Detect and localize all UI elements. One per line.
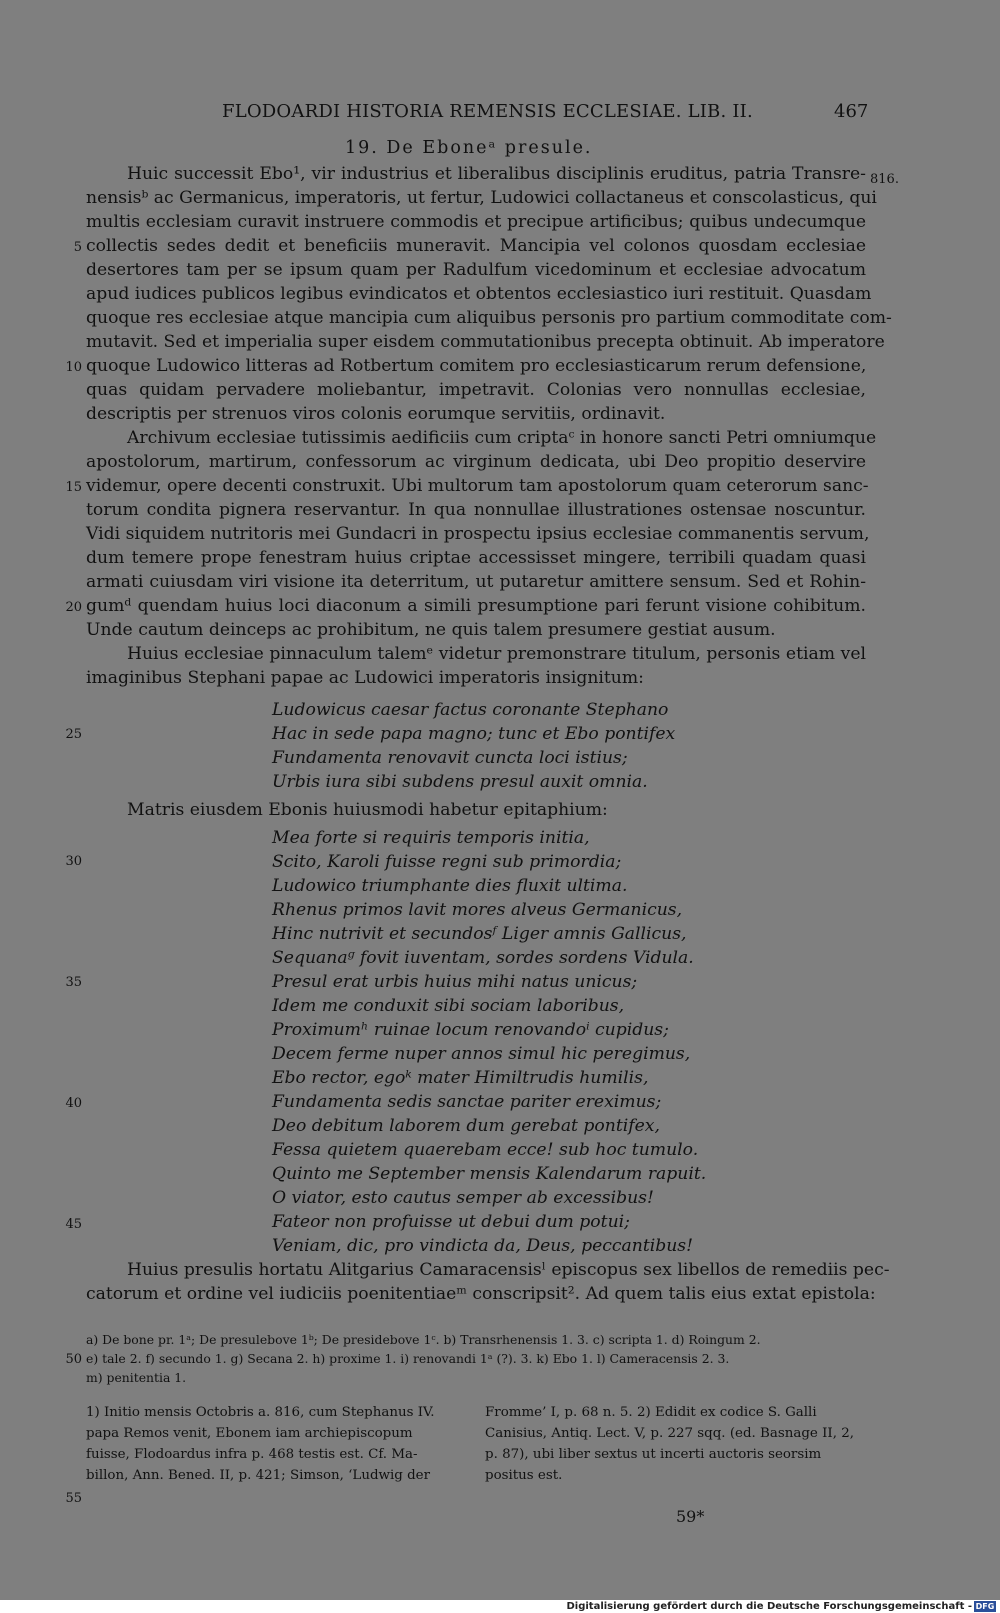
verse-line: Proximumʰ ruinae locum renovandoⁱ cupidus;	[272, 1020, 669, 1040]
variant-note: a) De bone pr. 1ᵃ; De presulebove 1ᵇ; De presidebove 1ᶜ. b) Transrhenensis 1. 3. c) scripta 1. d) Roingum 2.	[86, 1332, 761, 1347]
verse-line: Fateor non profuisse ut debui dum potui;	[272, 1212, 630, 1232]
verse-line: Quinto me September mensis Kalendarum rapuit.	[272, 1164, 707, 1184]
body-line: multis ecclesiam curavit instruere commodis et precipue artificibus; quibus undecumque	[86, 212, 866, 232]
body-line: apostolorum, martirum, confessorum ac virginum dedicata, ubi Deo propitio deservire	[86, 452, 866, 472]
verse-line: Rhenus primos lavit mores alveus Germanicus,	[272, 900, 683, 920]
body-line: quas quidam pervadere moliebantur, impetravit. Colonias vero nonnullas ecclesiae,	[86, 380, 866, 400]
body-line: nensisᵇ ac Germanicus, imperatoris, ut fertur, Ludowici collactaneus et conscolasticus, qui	[86, 188, 877, 208]
body-line: Unde cautum deinceps ac prohibitum, ne quis talem presumere gestiat ausum.	[86, 620, 776, 640]
line-number: 10	[65, 360, 82, 375]
footnote-line: 1) Initio mensis Octobris a. 816, cum Stephanus IV.	[86, 1405, 435, 1420]
body-line: descriptis per strenuos viros colonis eorumque servitiis, ordinavit.	[86, 404, 666, 424]
verse-line: Veniam, dic, pro vindicta da, Deus, peccantibus!	[272, 1236, 694, 1256]
dfg-logo: DFG	[975, 1602, 995, 1611]
line-number: 5	[73, 240, 82, 255]
body-line: torum condita pignera reservantur. In qua nonnullae illustrationes ostensae noscuntur.	[86, 500, 866, 520]
line-number: 20	[65, 600, 82, 615]
funding-credit: Digitalisierung gefördert durch die Deutsche Forschungsgemeinschaft -	[566, 1601, 972, 1612]
footnote-line: Canisius, Antiq. Lect. V, p. 227 sqq. (ed. Basnage II, 2,	[485, 1426, 854, 1441]
footnote-line: positus est.	[485, 1468, 563, 1483]
body-line: mutavit. Sed et imperialia super eisdem commutationibus precepta obtinuit. Ab imperatore	[86, 332, 885, 352]
verse-line: Hinc nutrivit et secundosᶠ Liger amnis Gallicus,	[272, 924, 687, 944]
body-line: Huius ecclesiae pinnaculum talemᵉ videtur premonstrare titulum, personis etiam vel	[127, 644, 866, 664]
line-number: 55	[65, 1491, 82, 1506]
body-line: dum temere prope fenestram huius criptae accessisset mingere, terribili quadam quasi	[86, 548, 866, 568]
verse-line: Scito, Karoli fuisse regni sub primordia;	[272, 852, 622, 872]
closing-line: Huius presulis hortatu Alitgarius Camaracensisˡ episcopus sex libellos de remediis pec-	[127, 1260, 890, 1280]
verse-line: O viator, esto cautus semper ab excessibus!	[272, 1188, 654, 1208]
epitaph-intro: Matris eiusdem Ebonis huiusmodi habetur epitaphium:	[127, 800, 608, 820]
verse-line: Idem me conduxit sibi sociam laboribus,	[272, 996, 625, 1016]
chapter-title: 19. De Eboneᵃ presule.	[345, 138, 593, 158]
body-line: quoque Ludowico litteras ad Rotbertum comitem pro ecclesiasticarum rerum defensione,	[86, 356, 867, 376]
closing-line: catorum et ordine vel iudiciis poenitentiaeᵐ conscripsit². Ad quem talis eius extat epistola:	[86, 1284, 876, 1304]
verse-line: Fessa quietem quaerebam ecce! sub hoc tumulo.	[272, 1140, 699, 1160]
signature-mark: 59*	[676, 1507, 705, 1526]
running-title: FLODOARDI HISTORIA REMENSIS ECCLESIAE. LIB. II.	[222, 101, 753, 122]
footnote-line: billon, Ann. Bened. II, p. 421; Simson, ‘Ludwig der	[86, 1468, 430, 1483]
line-number: 30	[65, 854, 82, 869]
body-line: Huic successit Ebo¹, vir industrius et liberalibus disciplinis eruditus, patria Transre-	[127, 164, 866, 184]
line-number: 40	[65, 1096, 82, 1111]
verse-line: Sequanaᵍ fovit iuventam, sordes sordens Vidula.	[272, 948, 694, 968]
body-line: Archivum ecclesiae tutissimis aedificiis cum criptaᶜ in honore sancti Petri omniumque	[127, 428, 877, 448]
verse-line: Ludowico triumphante dies fluxit ultima.	[272, 876, 628, 896]
body-line: desertores tam per se ipsum quam per Radulfum vicedominum et ecclesiae advocatum	[86, 260, 866, 280]
body-line: Vidi siquidem nutritoris mei Gundacri in prospectu ipsius ecclesiae commanentis servum,	[86, 524, 870, 544]
verse-line: Deo debitum laborem dum gerebat pontifex,	[272, 1116, 660, 1136]
verse-line: Presul erat urbis huius mihi natus unicus;	[272, 972, 638, 992]
body-line: collectis sedes dedit et beneficiis muneravit. Mancipia vel colonos quosdam ecclesiae	[86, 236, 866, 256]
line-number: 50	[65, 1352, 82, 1367]
body-line: gumᵈ quendam huius loci diaconum a simili presumptione pari ferunt visione cohibitum.	[86, 596, 866, 616]
body-line: apud iudices publicos legibus evindicatos et obtentos ecclesiastico iuri restituit. Quasdam	[86, 284, 872, 304]
verse-line: Fundamenta renovavit cuncta loci istius;	[272, 748, 628, 768]
line-number: 35	[65, 975, 82, 990]
footnote-line: p. 87), ubi liber sextus ut incerti auctoris seorsim	[485, 1447, 822, 1462]
verse-line: Urbis iura sibi subdens presul auxit omnia.	[272, 772, 648, 792]
verse-line: Mea forte si requiris temporis initia,	[272, 828, 590, 848]
line-number: 15	[65, 480, 82, 495]
footnote-line: papa Remos venit, Ebonem iam archiepiscopum	[86, 1426, 413, 1441]
verse-line: Ebo rector, egoᵏ mater Himiltrudis humilis,	[272, 1068, 649, 1088]
footnote-line: fuisse, Flodoardus infra p. 468 testis est. Cf. Ma-	[86, 1447, 418, 1462]
line-number: 45	[65, 1217, 82, 1232]
body-line: imaginibus Stephani papae ac Ludowici imperatoris insignitum:	[86, 668, 644, 688]
body-line: quoque res ecclesiae atque mancipia cum aliquibus personis pro partium commoditate com-	[86, 308, 892, 328]
variant-note: e) tale 2. f) secundo 1. g) Secana 2. h) proxime 1. i) renovandi 1ᵃ (?). 3. k) Ebo 1. l) Cameracensis 2. 3.	[86, 1351, 730, 1366]
body-line: armati cuiusdam viri visione ita deterritum, ut putaretur amittere sensum. Sed et Rohin-	[86, 572, 866, 592]
verse-line: Hac in sede papa magno; tunc et Ebo pontifex	[272, 724, 676, 744]
verse-line: Fundamenta sedis sanctae pariter ereximus;	[272, 1092, 662, 1112]
verse-line: Decem ferme nuper annos simul hic peregimus,	[272, 1044, 691, 1064]
body-line: videmur, opere decenti construxit. Ubi multorum tam apostolorum quam ceterorum sanc-	[86, 476, 869, 496]
line-number: 25	[65, 727, 82, 742]
margin-year: 816.	[870, 172, 899, 187]
verse-line: Ludowicus caesar factus coronante Stephano	[272, 700, 669, 720]
variant-note: m) penitentia 1.	[86, 1370, 187, 1385]
page-number: 467	[834, 101, 869, 122]
footnote-line: Fromme’ I, p. 68 n. 5. 2) Edidit ex codice S. Galli	[485, 1405, 817, 1420]
